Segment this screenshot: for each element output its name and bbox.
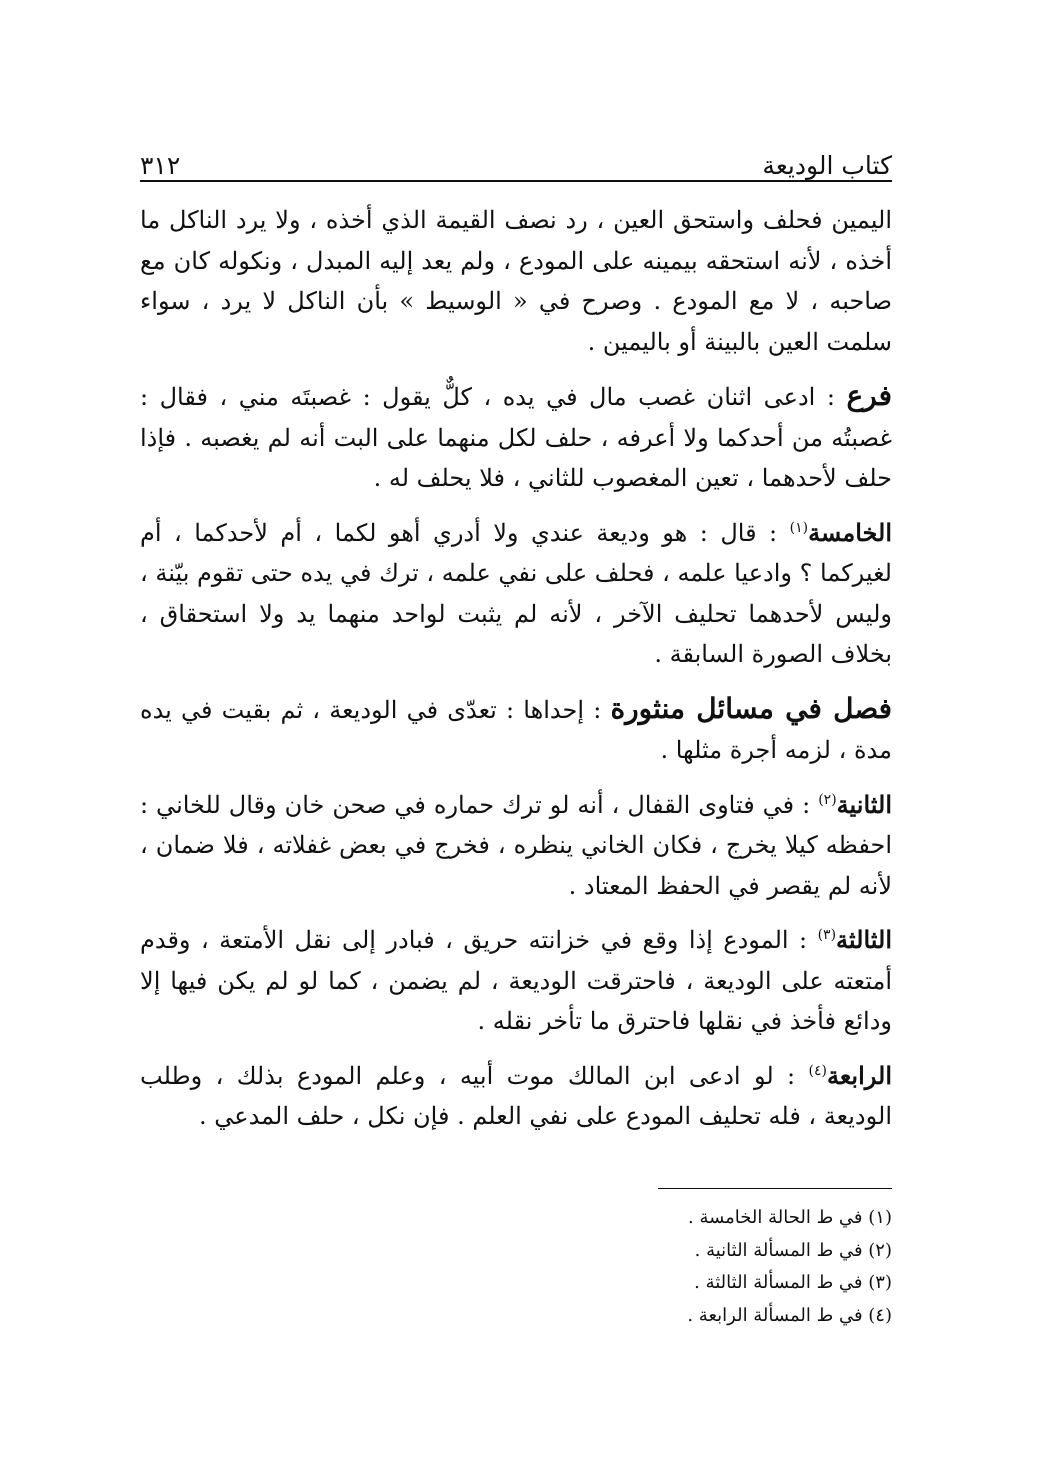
paragraph-text: : في فتاوى القفال ، أنه لو ترك حماره في صحن خان وقال للخاني : احفظه كيلا يخرج ، فكان الخاني ينظره ، فخرج في بعض غفلاته ، فلا ضمان ، لأنه لم يقصر في الحفظ المعتاد . [140, 790, 892, 900]
issue-label: الخامسة [808, 517, 892, 547]
section-heading: فصل في مسائل منثورة [610, 691, 892, 725]
footnote-item: (١) في ط الحالة الخامسة . [688, 1207, 892, 1228]
issue-label: الثالثة [836, 925, 892, 954]
paragraph-text: : المودع إذا وقع في خزانته حريق ، فبادر إلى نقل الأمتعة ، وقدم أمتعته على الوديعة ، فاحترقت الوديعة ، لم يضمن ، كما لو لم يكن فيها إلا ودائع فأخذ في نقلها فاحترق ما تأخر نقله . [140, 926, 892, 1035]
footnote-ref: (١) [789, 519, 809, 536]
footnote-ref: (٣) [817, 927, 837, 943]
paragraph-text: : قال : هو وديعة عندي ولا أدري أهو لكما ، أم لأحدكما ، أم لغيركما ؟ وادعيا علمه ، فحلف على نفي علمه ، ترك في يده حتى تقوم بيّنة ، وليس لأحدهما تحليف الآخر ، لأنه لم يثبت لواحد منهما يد ولا استحقاق ، بخلاف الصورة السابقة . [140, 518, 892, 668]
footnote-ref: (٢) [818, 791, 837, 808]
issue-label: الثانية [836, 789, 892, 819]
footnote-item: (٣) في ط المسألة الثالثة . [694, 1272, 892, 1293]
paragraph-continuation [140, 200, 892, 362]
paragraph-far [140, 376, 892, 499]
paragraph-text: : ادعى اثنان غصب مال في يده ، كلٌّ يقول : غصبتَه مني ، فقال : غصبتُه من أحدكما ولا أعرفه ، حلف لكل منهما على البت أنه لم يغصبه . فإذا حلف لأحدهما ، تعين المغصوب للثاني ، فلا يحلف له . [140, 383, 892, 492]
running-title: كتاب الوديعة [762, 151, 892, 180]
footnotes [140, 1202, 892, 1332]
page-number: ٣١٢ [140, 151, 181, 180]
paragraph-rabia [140, 1056, 892, 1137]
paragraph-thaniya [140, 785, 892, 907]
footnote-item: (٤) في ط المسألة الرابعة . [687, 1304, 892, 1326]
page-header [140, 140, 892, 180]
paragraph-thalitha [140, 920, 892, 1042]
footnote-item: (٢) في ط المسألة الثانية . [694, 1239, 892, 1261]
paragraph-khamisa [140, 513, 892, 675]
paragraph-fasl [140, 689, 892, 771]
section-heading: فرع [846, 379, 892, 412]
header-rule [140, 180, 892, 182]
paragraph-text: : لو ادعى ابن المالك موت أبيه ، وعلم المودع بذلك ، وطلب الوديعة ، فله تحليف المودع على نفي العلم . فإن نكل ، حلف المدعي . [140, 1061, 892, 1130]
main-text [140, 200, 892, 1151]
issue-label: الرابعة [826, 1060, 892, 1090]
paragraph-text: : إحداها : تعدّى في الوديعة ، ثم بقيت في يده مدة ، لزمه أجرة مثلها . [140, 695, 892, 764]
paragraph-text: اليمين فحلف واستحق العين ، رد نصف القيمة الذي أخذه ، ولا يرد الناكل ما أخذه ، لأنه استحقه بيمينه على المودع ، ولم يعد إليه المبدل ، ونكوله كان مع صاحبه ، لا مع المودع . وصرح في « الوسيط » بأن الناكل لا يرد ، سواء سلمت العين بالبينة أو باليمين . [140, 206, 892, 356]
footnote-ref: (٤) [808, 1062, 827, 1079]
footnote-rule [658, 1188, 892, 1189]
